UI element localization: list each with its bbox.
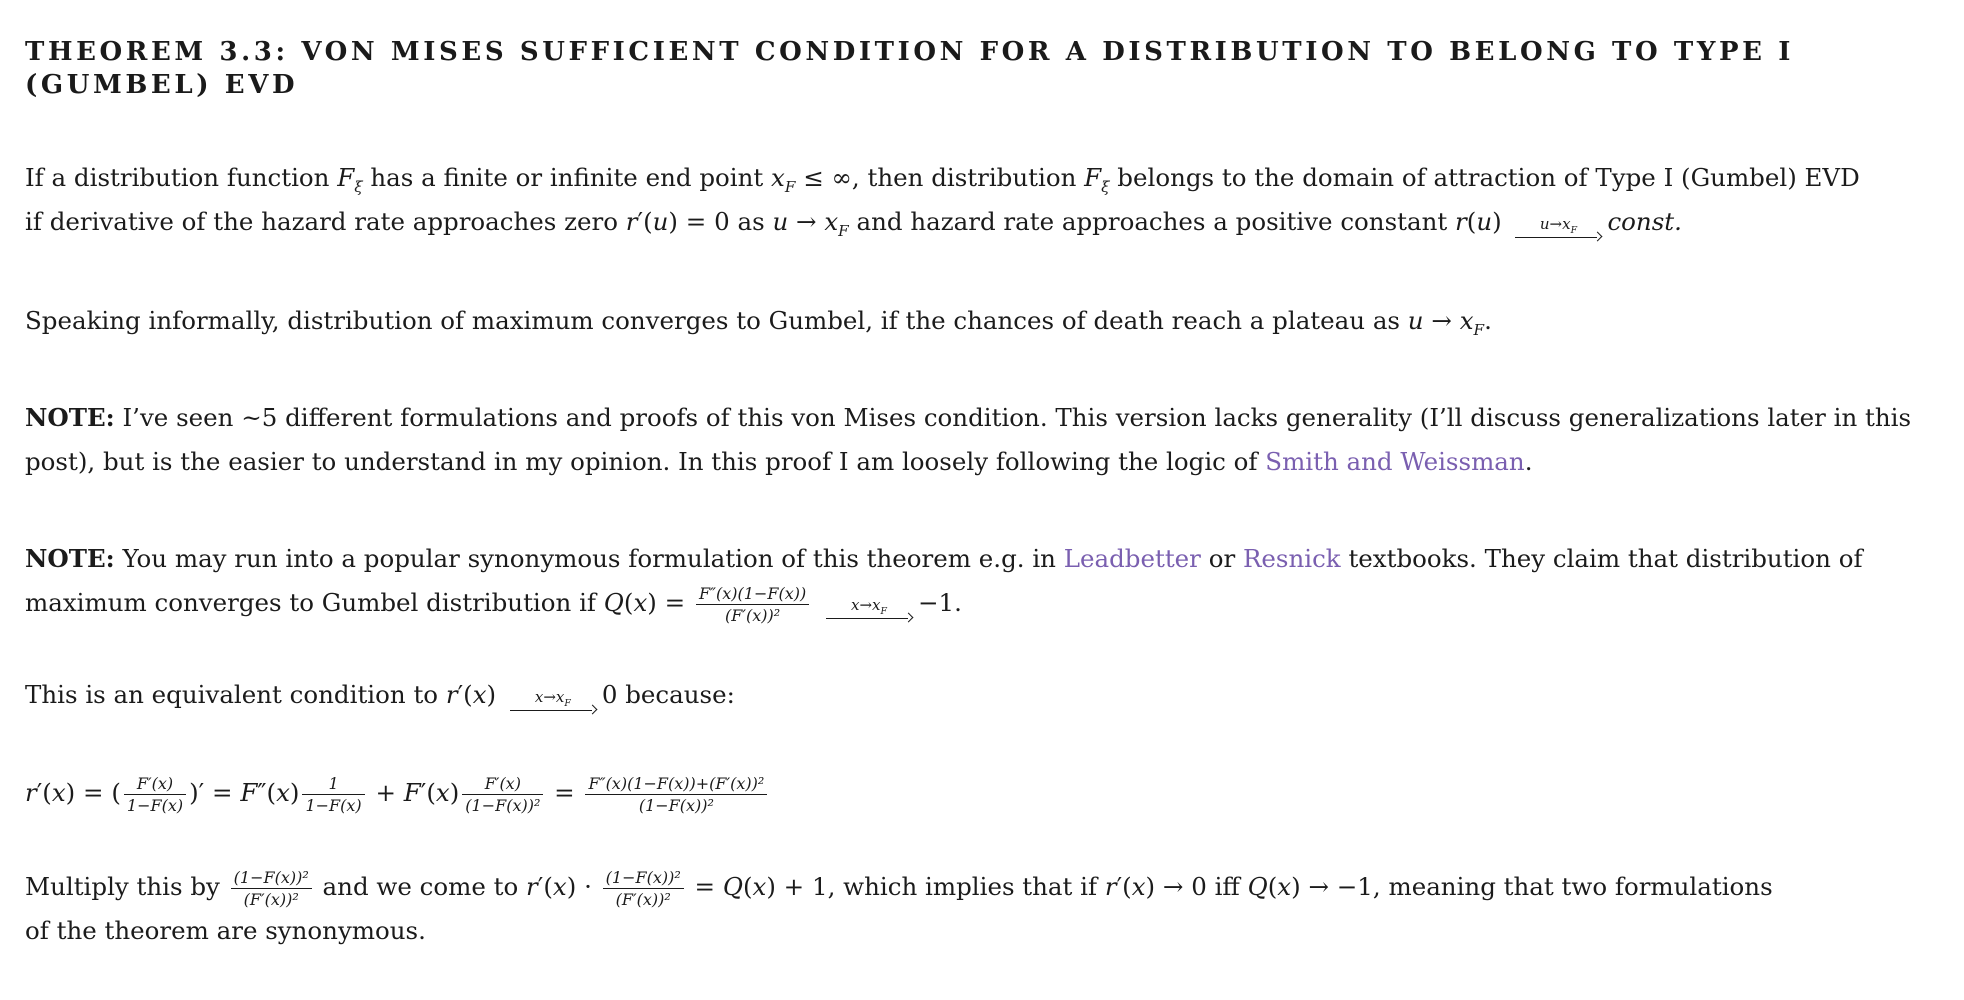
- math-r-prime-x: r′(x): [445, 680, 497, 709]
- math-F-xi: $F_\xi$: [337, 163, 363, 196]
- informal-explanation: Speaking informally, distribution of maximum converges to Gumbel, if the chances of death reach a plateau as $u \to x_F$.: [25, 306, 1492, 339]
- math-Q-x: Q(x) =: [603, 588, 686, 617]
- limit-arrow-2: $x\to x_F$: [826, 598, 912, 623]
- equivalent-condition: This is an equivalent condition to r′(x) $x\to x_F$ 0 because:: [25, 673, 1944, 719]
- note-label-2: NOTE:: [25, 544, 115, 573]
- heading-line-1: THEOREM 3.3: VON MISES SUFFICIENT CONDITION FOR A DISTRIBUTION TO BELONG TO TYPE I: [25, 37, 1794, 67]
- link-leadbetter[interactable]: Leadbetter: [1063, 544, 1201, 573]
- math-r-prime-zero: r′(u) = 0: [625, 207, 730, 236]
- fraction-one-over: $\frac{1}{1-F(x)}$: [302, 774, 364, 815]
- link-resnick[interactable]: Resnick: [1242, 544, 1341, 573]
- math-const: const.: [1607, 207, 1682, 236]
- math-u-to-xF-2: $u \to x_F$.: [1407, 306, 1492, 339]
- math-r-u: r(u): [1455, 207, 1502, 236]
- fraction-Q: $\frac{F''(x)(1-F(x))}{\text{(F′(x))²}}$: [696, 584, 809, 625]
- limit-arrow-3: $x\to x_F$: [510, 690, 596, 715]
- limit-arrow: $u\to x_F$: [1515, 217, 1601, 242]
- fraction-hazard: $\frac{F'(x)}{1-F(x)}$: [124, 774, 186, 815]
- multiply-conclusion: Multiply this by $\frac{\text{(1−F(x))²}}{\text{(F′(x))²}}$ and we come to r′(x) · $\frac{\text{(1−F(x))²}}{\text{(F′(x))²}}$ = Q(x) + 1, which implies that if r′(x) → 0 iff Q(x) → −1, meaning that two formulations of the theorem are synonymous.: [25, 868, 1773, 945]
- fraction-combined: $\frac{\text{F″(x)(1−F(x))+(F′(x))²}}{\text{(1−F(x))²}}$: [585, 774, 767, 815]
- theorem-statement: If a distribution function $F_\xi$ has a finite or infinite end point $x_F$ ≤ ∞, then distribution $F_\xi$ belongs to the domain of attraction of Type I (Gumbel) EVD if derivative of the hazard rate approaches zero r′(u) = 0 as $u \to x_F$ and hazard rate approaches a positive constant r(u) $u\to x_F$ const.: [25, 156, 1944, 246]
- derivative-equation: r′(x) = ( $\frac{F'(x)}{1-F(x)}$ )′ = F″(x) $\frac{1}{1-F(x)}$ + F′(x) $\frac{F'(x)}{\text{(1−F(x))²}}$ = $\frac{\text{F″(x)(1−F(x))+(F′(x))²}}{\text{(1−F(x))²}}$: [25, 771, 1944, 815]
- note-label: NOTE:: [25, 403, 115, 432]
- math-F-xi-2: $F_\xi$: [1084, 163, 1110, 196]
- math-xF-le-inf: $x_F$ ≤ ∞: [771, 163, 852, 196]
- theorem-heading: [25, 36, 1944, 102]
- math-u-to-xF: $u \to x_F$: [772, 207, 849, 240]
- note-synonymous: NOTE: You may run into a popular synonymous formulation of this theorem e.g. in Leadbetter or Resnick textbooks. They claim that distribution of maximum converges to Gumbel distribution if Q(x) = $\frac{F''(x)(1-F(x))}{\text{(F′(x))²}}$ $x\to x_F$ −1.: [25, 544, 1863, 625]
- heading-line-2: (GUMBEL) EVD: [25, 70, 299, 100]
- note-formulations: NOTE: I’ve seen ~5 different formulations and proofs of this von Mises condition. This version lacks generality (I’ll discuss generalizations later in this post), but is the easier to understand in my opinion. In this proof I am loosely following the logic of Smith and Weissman.: [25, 403, 1912, 476]
- fraction-multiplier-2: $\frac{\text{(1−F(x))²}}{\text{(F′(x))²}}$: [603, 868, 684, 909]
- fraction-second-term: $\frac{F'(x)}{\text{(1−F(x))²}}$: [462, 774, 543, 815]
- link-smith-weissman[interactable]: Smith and Weissman: [1265, 447, 1525, 476]
- fraction-multiplier: $\frac{\text{(1−F(x))²}}{\text{(F′(x))²}}$: [231, 868, 312, 909]
